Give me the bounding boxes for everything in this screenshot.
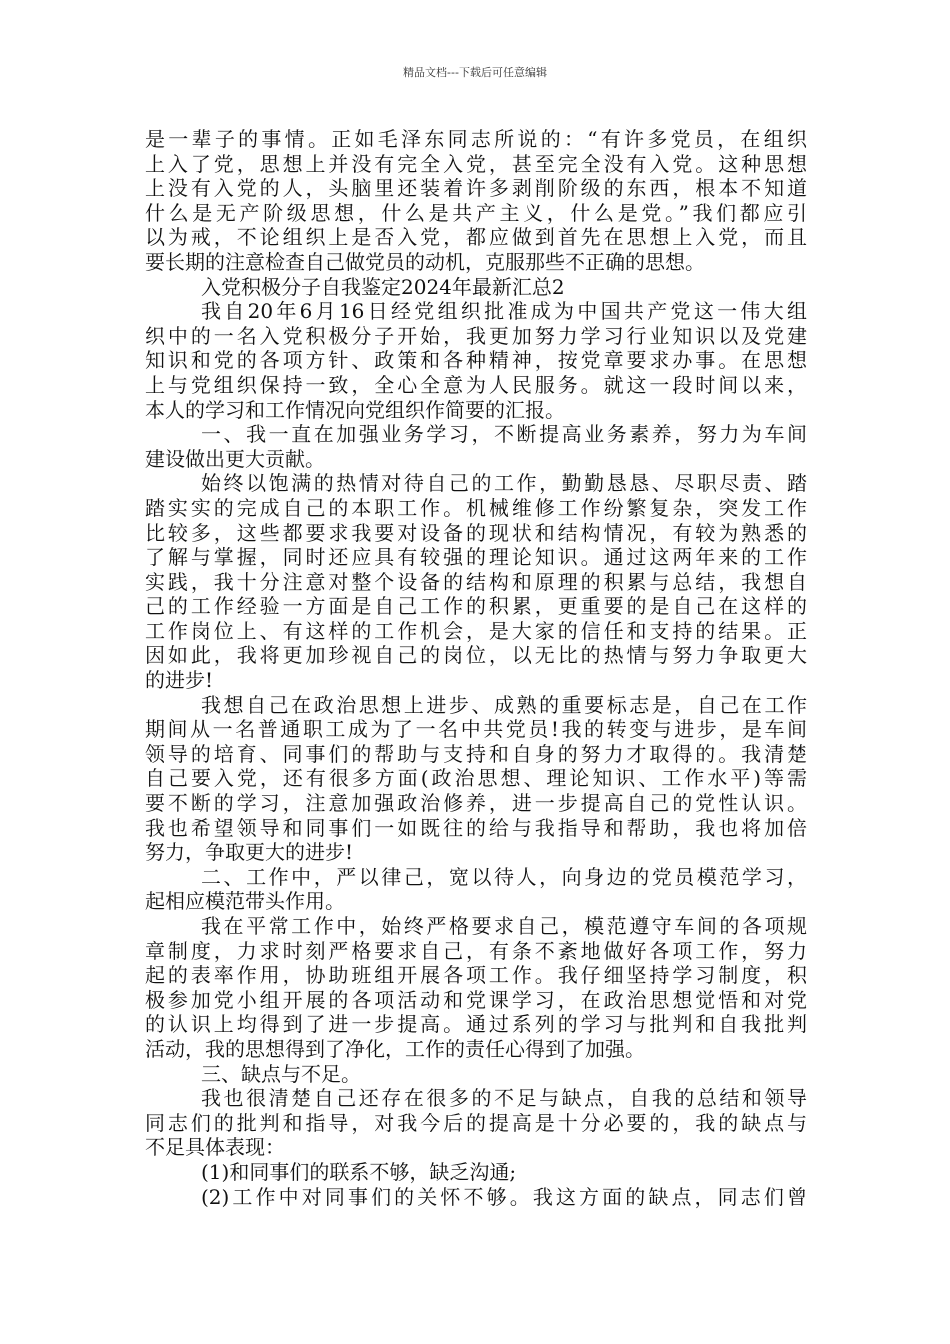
text-line: 我也很清楚自己还存在很多的不足与缺点，自我的总结和领导 [201,1086,807,1111]
text-line: 了解与掌握，同时还应具有较强的理论知识。通过这两年来的工作 [145,545,807,570]
text-line: 我想自己在政治思想上进步、成熟的重要标志是，自己在工作 [201,692,807,717]
text-line: 是一辈子的事情。正如毛泽东同志所说的：“有许多党员，在组织 [145,127,807,151]
text-line: 不足具体表现： [145,1135,285,1160]
text-line: 三、缺点与不足。 [201,1061,361,1086]
text-line: 领导的培育、同事们的帮助与支持和自身的努力才取得的。我清楚 [145,741,807,766]
text-line: 己的工作经验一方面是自己工作的积累，更重要的是自己在这样的 [145,594,807,619]
text-line: 的认识上均得到了进一步提高。通过系列的学习与批判和自我批判 [145,1012,807,1037]
text-line: 活动，我的思想得到了净化，工作的责任心得到了加强。 [145,1036,645,1061]
text-line: 起的表率作用，协助班组开展各项工作。我仔细坚持学习制度，积 [145,963,807,988]
text-line: 极参加党小组开展的各项活动和党课学习，在政治思想觉悟和对党 [145,987,807,1012]
text-line: 什么是无产阶级思想，什么是共产主义，什么是党。”我们都应引 [145,200,807,225]
text-line: 知识和党的各项方针、政策和各种精神，按党章要求办事。在思想 [145,348,807,373]
text-line: 织中的一名入党积极分子开始，我更加努力学习行业知识以及党建 [145,323,807,348]
text-line: 入党积极分子自我鉴定2024年最新汇总2 [201,274,565,299]
text-line: 因如此，我将更加珍视自己的岗位，以无比的热情与努力争取更大 [145,643,807,668]
text-line: 踏实实的完成自己的本职工作。机械维修工作纷繁复杂，突发工作 [145,495,807,520]
text-line: 要长期的注意检查自己做党员的动机，克服那些不正确的思想。 [145,249,705,274]
text-line: 起相应模范带头作用。 [145,889,345,914]
text-line: 章制度，力求时刻严格要求自己，有条不紊地做好各项工作，努力 [145,938,807,963]
text-line: 期间从一名普通职工成为了一名中共党员!我的转变与进步，是车间 [145,717,807,742]
text-line: 自己要入党，还有很多方面(政治思想、理论知识、工作水平)等需 [145,766,807,791]
text-line: 要不断的学习，注意加强政治修养，进一步提高自己的党性认识。 [145,791,807,816]
text-line: 的进步! [145,668,214,693]
text-line: 一、我一直在加强业务学习，不断提高业务素养，努力为车间 [201,422,807,447]
text-line: 同志们的批判和指导，对我今后的提高是十分必要的，我的缺点与 [145,1110,807,1135]
text-line: 比较多，这些都要求我要对设备的现状和结构情况，有较为熟悉的 [145,520,807,545]
text-line: 始终以饱满的热情对待自己的工作，勤勤恳恳、尽职尽责、踏 [201,471,807,496]
text-line: 努力，争取更大的进步! [145,840,354,865]
text-line: 我自20年6月16日经党组织批准成为中国共产党这一伟大组 [201,299,807,324]
text-line: 建设做出更大贡献。 [145,446,325,471]
text-line: 以为戒，不论组织上是否入党，都应做到首先在思想上入党，而且 [145,225,807,250]
text-line: 上没有入党的人，头脑里还装着许多剥削阶级的东西，根本不知道 [145,176,807,201]
text-line: 实践，我十分注意对整个设备的结构和原理的积累与总结，我想自 [145,569,807,594]
text-line: (1)和同事们的联系不够，缺乏沟通; [201,1159,517,1184]
text-line: 工作岗位上、有这样的工作机会，是大家的信任和支持的结果。正 [145,618,807,643]
document-body [145,127,807,1209]
text-line: (2)工作中对同事们的关怀不够。我这方面的缺点，同志们曾 [201,1184,807,1209]
text-line: 上与党组织保持一致，全心全意为人民服务。就这一段时间以来， [145,372,807,397]
page-header-note: 精品文档---下载后可任意编辑 [403,66,547,79]
text-line: 二、工作中，严以律己，宽以待人，向身边的党员模范学习， [201,864,807,889]
text-line: 我在平常工作中，始终严格要求自己，模范遵守车间的各项规 [201,914,807,938]
text-line: 我也希望领导和同事们一如既往的给与我指导和帮助，我也将加倍 [145,815,807,840]
text-line: 上入了党，思想上并没有完全入党，甚至完全没有入党。这种思想 [145,151,807,176]
text-line: 本人的学习和工作情况向党组织作简要的汇报。 [145,397,565,422]
